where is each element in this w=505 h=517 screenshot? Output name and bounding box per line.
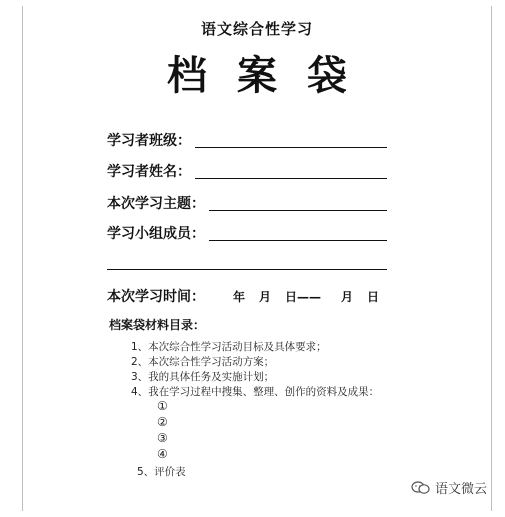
- members-label: 学习小组成员：: [107, 226, 205, 242]
- toc-sub-item-1: ①: [157, 399, 168, 413]
- year-word: 年: [233, 290, 246, 304]
- toc-item-4: 4、我在学习过程中搜集、整理、创作的资料及成果：: [131, 386, 380, 398]
- name-input-line[interactable]: [195, 178, 387, 179]
- name-label: 学习者姓名：: [107, 164, 191, 180]
- toc-sub-item-4: ④: [157, 447, 168, 461]
- day-dash-word: 日——: [285, 290, 322, 304]
- toc-item-2: 2、本次综合性学习活动方案；: [131, 356, 275, 368]
- toc-heading: 档案袋材料目录：: [109, 318, 206, 332]
- study-time-label: 本次学习时间：: [107, 289, 205, 305]
- watermark-text: 语文微云: [434, 482, 487, 497]
- wechat-icon: [411, 481, 431, 495]
- page-title: 档案袋: [167, 53, 377, 99]
- members-extra-line[interactable]: [107, 269, 387, 270]
- month-word: 月: [259, 290, 272, 304]
- theme-input-line[interactable]: [209, 210, 387, 211]
- toc-item-1: 1、本次综合性学习活动目标及具体要求；: [131, 341, 327, 353]
- class-label: 学习者班级：: [107, 133, 191, 149]
- toc-item-3: 3、我的具体任务及实施计划；: [131, 371, 275, 383]
- day-word-2: 日: [367, 290, 380, 304]
- watermark: [411, 478, 487, 497]
- subject-heading: 语文综合性学习: [200, 20, 313, 38]
- toc-sub-item-3: ③: [157, 431, 168, 445]
- toc-item-5: 5、评价表: [137, 466, 186, 478]
- members-input-line[interactable]: [209, 240, 387, 241]
- theme-label: 本次学习主题：: [107, 196, 205, 212]
- class-input-line[interactable]: [195, 147, 387, 148]
- archive-bag-cover: [22, 6, 492, 511]
- month-word-2: 月: [341, 290, 354, 304]
- toc-sub-item-2: ②: [157, 415, 168, 429]
